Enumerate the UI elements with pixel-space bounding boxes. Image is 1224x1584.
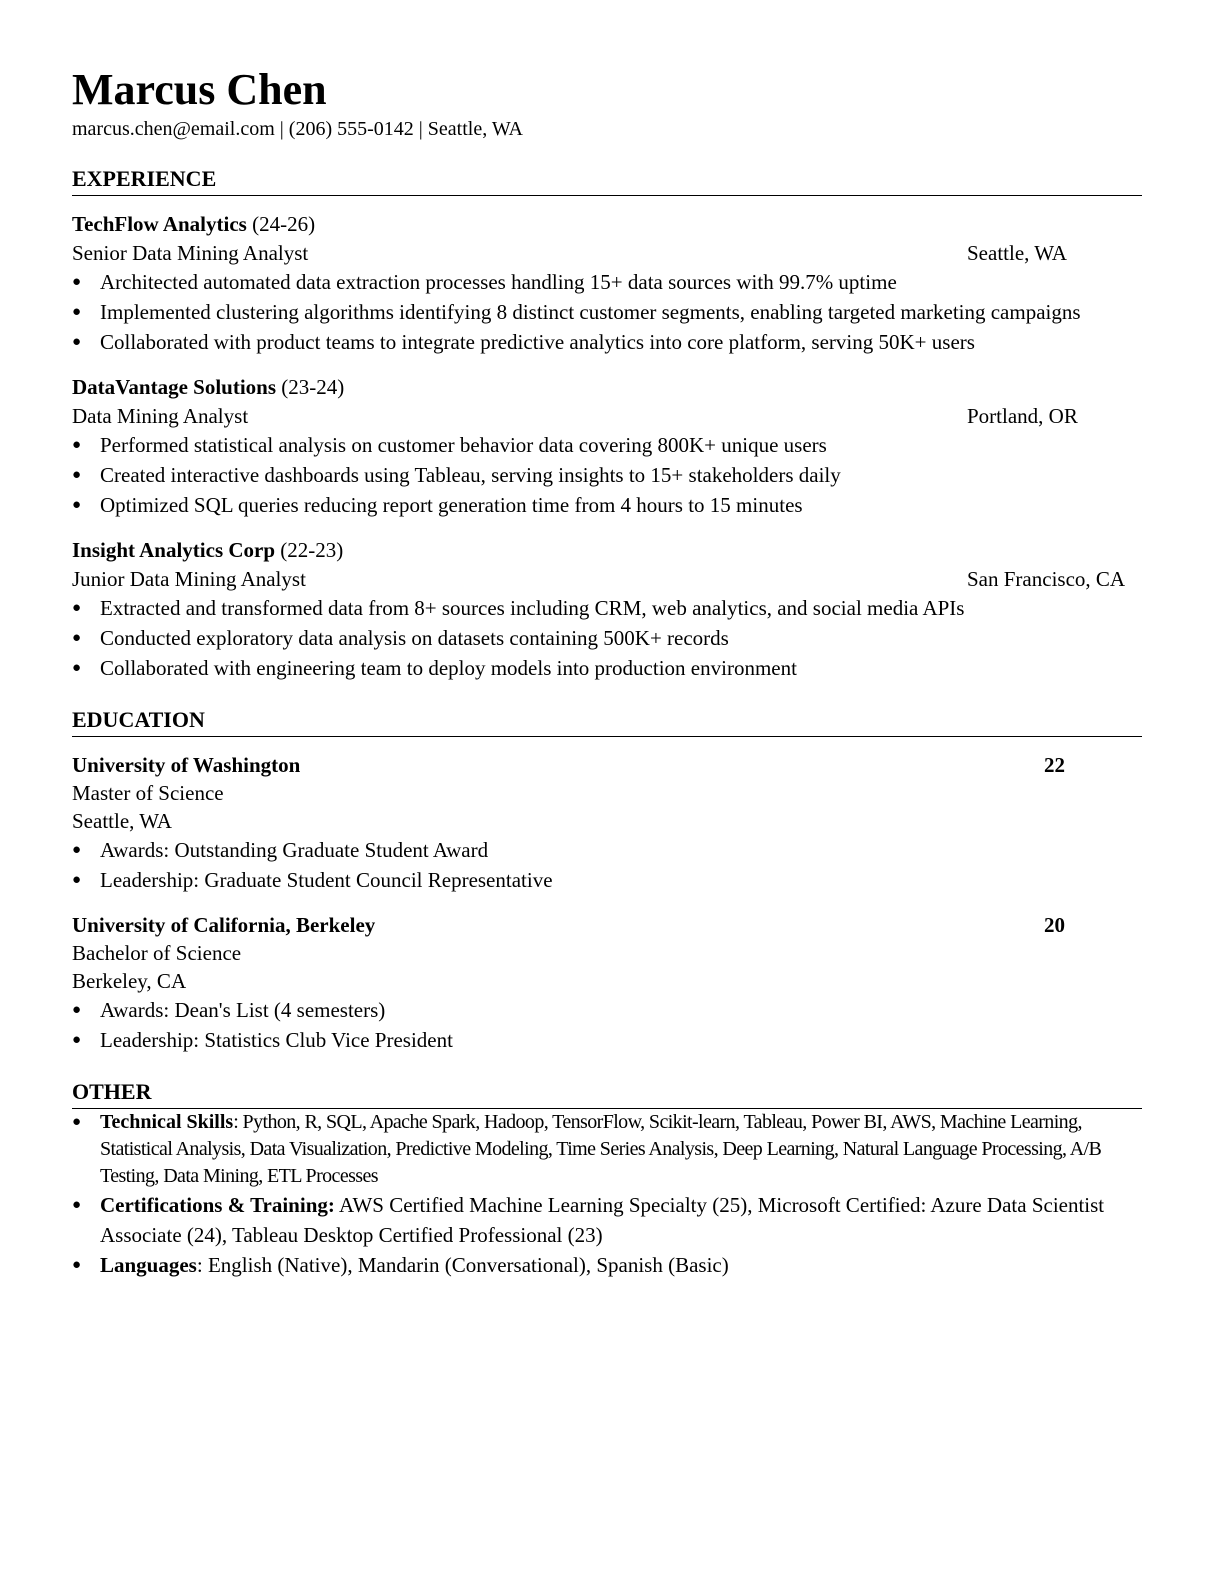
job-header (72, 373, 1142, 402)
technical-skills-text: : Python, R, SQL, Apache Spark, Hadoop, TensorFlow, Scikit-learn, Tableau, Power BI, AWS, Machine Learning, Statistical Analysis, Data Visualization, Predictive Modeling, Time Series Analysis, Deep Learning, Natural Language Processing, A/B Testing, Data Mining, ETL Processes (100, 1111, 1102, 1187)
bullet-item: ● Leadership: Statistics Club Vice President (72, 1025, 1142, 1055)
school-location: Berkeley, CA (72, 969, 187, 993)
job-location: San Francisco, CA (967, 567, 1126, 591)
bullet-item: ● Conducted exploratory data analysis on datasets containing 500K+ records (72, 623, 1142, 653)
job-location: Portland, OR (967, 404, 1078, 428)
job-location: Seattle, WA (967, 241, 1067, 265)
education-entry (72, 911, 1142, 1055)
job-bullets (72, 430, 1142, 520)
certifications-text: AWS Certified Machine Learning Specialty (25), Microsoft Certified: Azure Data Scientist Associate (24), Tableau Desktop Certified Professional (23) (100, 1193, 1105, 1247)
job-bullets (72, 593, 1142, 683)
school-row (72, 911, 1142, 939)
languages-label: Languages (100, 1253, 197, 1277)
job-dates: (24-26) (252, 212, 316, 236)
education-section (72, 705, 1142, 1055)
job-title: Junior Data Mining Analyst (72, 567, 306, 591)
company-name: TechFlow Analytics (72, 212, 247, 236)
education-bullets (72, 995, 1142, 1055)
school-location: Seattle, WA (72, 809, 172, 833)
certifications-item (72, 1190, 1142, 1250)
job-header (72, 210, 1142, 239)
company-name: DataVantage Solutions (72, 375, 277, 399)
company-name: Insight Analytics Corp (72, 538, 276, 562)
school-name: University of Washington (72, 753, 301, 777)
other-section (72, 1077, 1142, 1280)
job-title: Data Mining Analyst (72, 404, 249, 428)
other-bullets (72, 1109, 1142, 1280)
candidate-name: Marcus Chen (72, 65, 327, 114)
job-entry (72, 210, 1142, 357)
education-bullets (72, 835, 1142, 895)
job-header (72, 536, 1142, 565)
job-title: Senior Data Mining Analyst (72, 241, 309, 265)
job-bullets (72, 267, 1142, 357)
job-role-row (72, 239, 1142, 267)
resume-page (72, 62, 1142, 1280)
bullet-item: ● Created interactive dashboards using Tableau, serving insights to 15+ stakeholders daily (72, 460, 1142, 490)
technical-skills-item (72, 1109, 1142, 1190)
degree: Master of Science (72, 781, 224, 805)
bullet-item: ● Collaborated with product teams to integrate predictive analytics into core platform, serving 50K+ users (72, 327, 1142, 357)
languages-text: : English (Native), Mandarin (Conversational), Spanish (Basic) (196, 1253, 729, 1277)
bullet-item: ● Implemented clustering algorithms identifying 8 distinct customer segments, enabling targeted marketing campaigns (72, 297, 1142, 327)
bullet-item: ● Leadership: Graduate Student Council Representative (72, 865, 1142, 895)
job-entry (72, 536, 1142, 683)
job-role-row (72, 402, 1142, 430)
graduation-year: 20 (1044, 913, 1065, 937)
experience-section (72, 164, 1142, 683)
contact-line: marcus.chen@email.com | (206) 555-0142 | Seattle, WA (72, 118, 523, 140)
degree: Bachelor of Science (72, 941, 242, 965)
bullet-item: ● Performed statistical analysis on customer behavior data covering 800K+ unique users (72, 430, 1142, 460)
technical-skills-label: Technical Skills (100, 1111, 234, 1133)
section-title-education: EDUCATION (72, 705, 1142, 737)
section-title-experience: EXPERIENCE (72, 164, 1142, 196)
bullet-item: ● Optimized SQL queries reducing report generation time from 4 hours to 15 minutes (72, 490, 1142, 520)
school-name: University of California, Berkeley (72, 913, 376, 937)
languages-item (72, 1250, 1142, 1280)
education-entry (72, 751, 1142, 895)
bullet-item: ● Collaborated with engineering team to deploy models into production environment (72, 653, 1142, 683)
job-role-row (72, 565, 1142, 593)
certifications-label: Certifications & Training: (100, 1193, 335, 1217)
bullet-item: ● Awards: Dean's List (4 semesters) (72, 995, 1142, 1025)
job-dates: (23-24) (281, 375, 345, 399)
bullet-item: ● Awards: Outstanding Graduate Student Award (72, 835, 1142, 865)
bullet-item: ● Extracted and transformed data from 8+ sources including CRM, web analytics, and social media APIs (72, 593, 1142, 623)
graduation-year: 22 (1044, 753, 1065, 777)
job-entry (72, 373, 1142, 520)
section-title-other: OTHER (72, 1077, 1142, 1109)
school-row (72, 751, 1142, 779)
job-dates: (22-23) (280, 538, 344, 562)
bullet-item: ● Architected automated data extraction processes handling 15+ data sources with 99.7% uptime (72, 267, 1142, 297)
